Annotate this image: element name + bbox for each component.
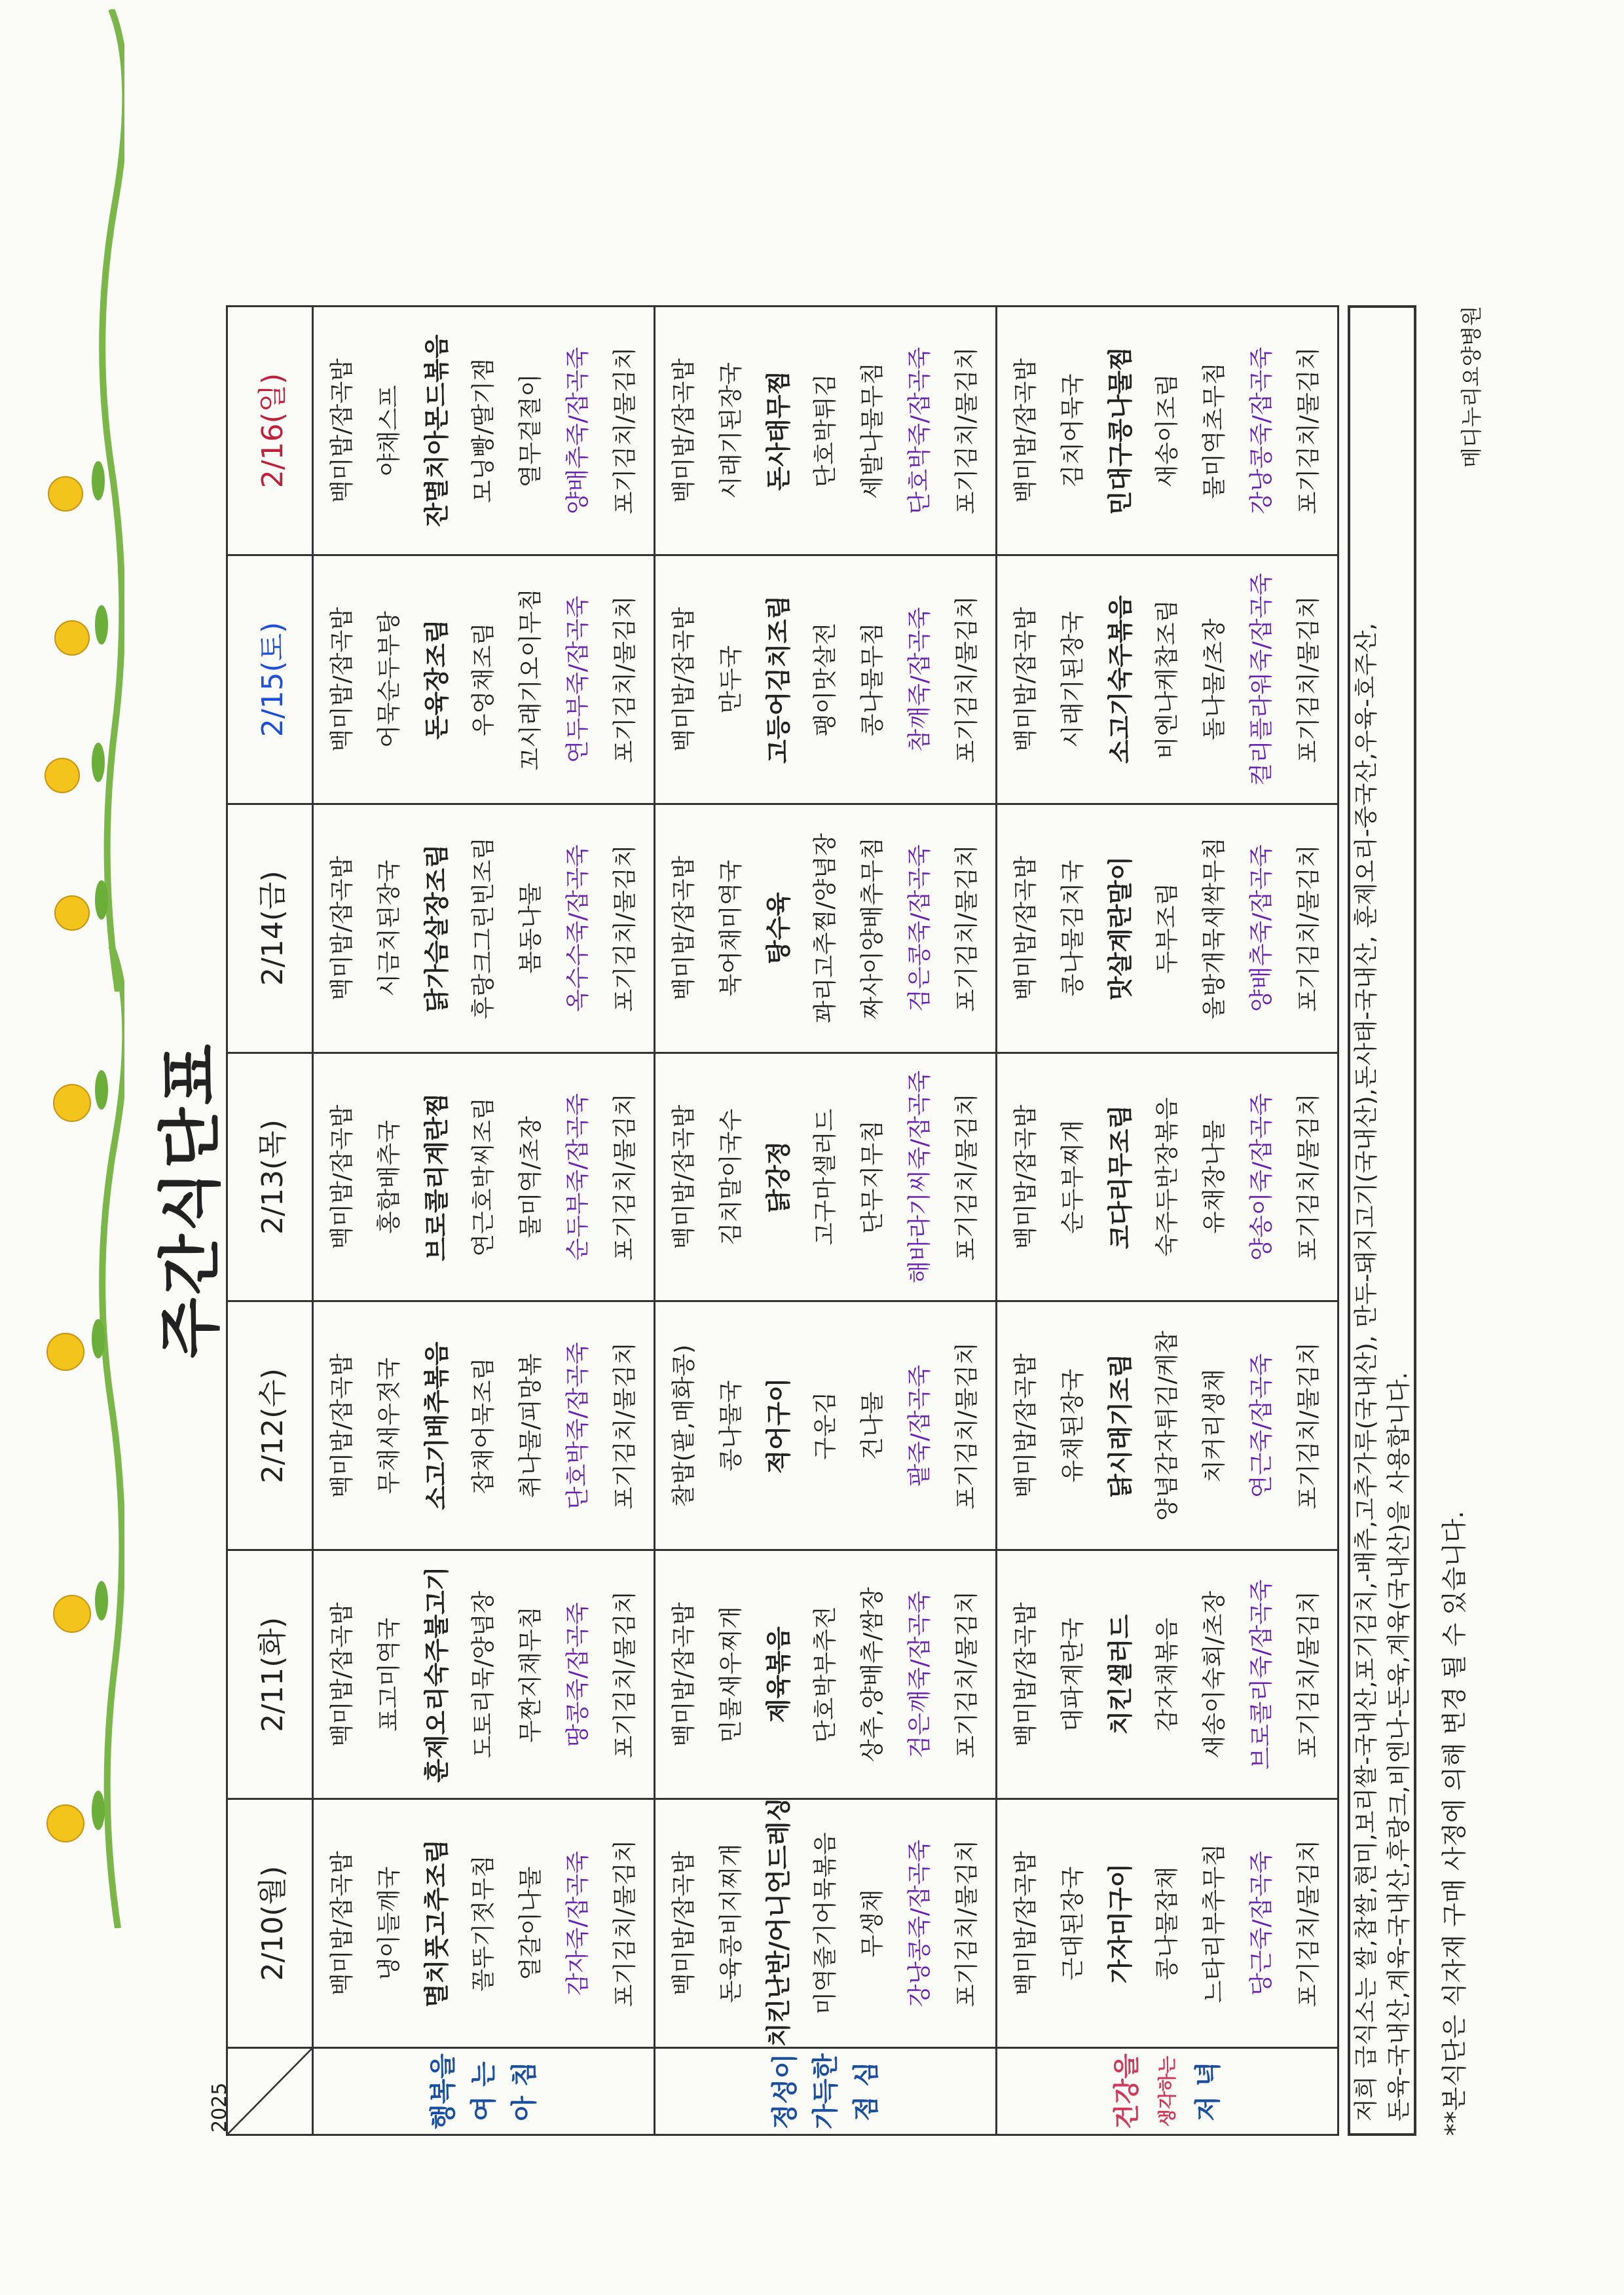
menu-cell bbox=[655, 307, 997, 555]
menu-cell bbox=[313, 1301, 655, 1550]
menu-item: 연두부죽/잡곡죽 bbox=[564, 595, 591, 764]
flower-decoration-right bbox=[26, 9, 124, 992]
menu-item: 적어구이 bbox=[764, 1377, 793, 1474]
menu-item: 느타리부추무침 bbox=[1200, 1843, 1228, 2004]
menu-item: 홍합배추국 bbox=[375, 1120, 403, 1234]
menu-item: 포기김치/물김치 bbox=[1295, 1342, 1322, 1510]
menu-item: 콩나물김치국 bbox=[1059, 859, 1086, 997]
meal-label-line: 저 녁 bbox=[1192, 2061, 1223, 2121]
menu-item: 구운김 bbox=[811, 1391, 839, 1461]
menu-item: 포기김치/물김치 bbox=[953, 844, 980, 1012]
menu-item: 포기김치/물김치 bbox=[953, 346, 980, 515]
menu-item: 포기김치/물김치 bbox=[1295, 1590, 1322, 1759]
meal-label-line: 아 침 bbox=[509, 2061, 540, 2121]
menu-item: 백미밥/잡곡밥 bbox=[328, 1353, 356, 1499]
menu-item: 울방개묵새싹무침 bbox=[1200, 837, 1228, 1020]
day-header: 2/12(수) bbox=[227, 1301, 313, 1550]
menu-item: 훈제오리숙주불고기 bbox=[422, 1566, 451, 1783]
menu-item: 닭가슴살장조림 bbox=[422, 844, 451, 1013]
menu-item: 포기김치/물김치 bbox=[611, 1839, 638, 2007]
menu-item: 해바라기씨죽/잡곡죽 bbox=[906, 1070, 933, 1284]
menu-item: 김치말이국수 bbox=[717, 1108, 745, 1246]
year-label: 2025 bbox=[208, 2082, 231, 2133]
menu-item: 백미밥/잡곡밥 bbox=[328, 1851, 356, 1996]
meal-label bbox=[997, 2048, 1338, 2135]
menu-item: 무짠지채무침 bbox=[517, 1606, 544, 1744]
menu-item: 백미밥/잡곡밥 bbox=[1012, 358, 1039, 503]
menu-item: 어묵순두부탕 bbox=[375, 611, 403, 748]
menu-item: 북어채미역국 bbox=[717, 859, 745, 997]
menu-item: 팽이맛살전 bbox=[811, 622, 839, 737]
menu-item: 감자채볶음 bbox=[1153, 1617, 1181, 1732]
day-header: 2/11(화) bbox=[227, 1550, 313, 1799]
menu-item: 백미밥/잡곡밥 bbox=[328, 1104, 356, 1250]
menu-item: 포기김치/물김치 bbox=[953, 1839, 980, 2007]
menu-item: 감자죽/잡곡죽 bbox=[564, 1851, 591, 1996]
menu-item: 미역줄기어묵볶음 bbox=[811, 1832, 839, 2015]
menu-item: 무생채 bbox=[858, 1889, 886, 1958]
menu-item: 김치어묵국 bbox=[1059, 373, 1086, 488]
menu-cell bbox=[313, 555, 655, 804]
menu-item: 잡채어묵조림 bbox=[470, 1357, 497, 1495]
menu-item: 도토리묵/양념장 bbox=[470, 1590, 497, 1759]
menu-item: 세발나물무침 bbox=[858, 362, 886, 499]
menu-item: 포기김치/물김치 bbox=[1295, 844, 1322, 1012]
menu-item: 돈육장조림 bbox=[422, 619, 451, 740]
flower-decoration-left bbox=[26, 946, 124, 1928]
menu-item: 백미밥/잡곡밥 bbox=[328, 358, 356, 503]
menu-item: 백미밥/잡곡밥 bbox=[670, 606, 697, 752]
menu-cell bbox=[313, 307, 655, 555]
menu-item: 표고미역국 bbox=[375, 1617, 403, 1732]
menu-item: 단호박튀김 bbox=[811, 373, 839, 488]
menu-item: 백미밥/잡곡밥 bbox=[1012, 1851, 1039, 1996]
meal-label-line: 여 는 bbox=[468, 2061, 499, 2121]
page-title: 주간식단표 bbox=[154, 1041, 227, 1358]
menu-item: 포기김치/물김치 bbox=[1295, 1839, 1322, 2007]
menu-cell bbox=[655, 1301, 997, 1550]
menu-item: 콩나물무침 bbox=[858, 622, 886, 737]
menu-item: 땅콩죽/잡곡죽 bbox=[564, 1602, 591, 1747]
menu-item: 유채된장국 bbox=[1059, 1368, 1086, 1483]
menu-item: 무채새우젓국 bbox=[375, 1357, 403, 1495]
menu-item: 우엉채조림 bbox=[470, 622, 497, 737]
menu-item: 강낭콩죽/잡곡죽 bbox=[906, 1839, 933, 2007]
menu-item: 콩나물잡채 bbox=[1153, 1866, 1181, 1981]
menu-item: 돈사태무찜 bbox=[764, 370, 793, 491]
menu-item: 취나물/피망볶 bbox=[517, 1353, 544, 1499]
menu-item: 열무겉절이 bbox=[517, 373, 544, 488]
menu-item: 고구마샐러드 bbox=[811, 1108, 839, 1246]
menu-item: 잔멸치아몬드볶음 bbox=[422, 334, 451, 527]
menu-cell bbox=[655, 1799, 997, 2048]
menu-item: 냉이들깨국 bbox=[375, 1866, 403, 1981]
menu-item: 양배추죽/잡곡죽 bbox=[564, 346, 591, 515]
day-header-row bbox=[227, 307, 313, 2135]
menu-cell bbox=[997, 804, 1338, 1053]
menu-item: 백미밥/잡곡밥 bbox=[1012, 1602, 1039, 1747]
menu-item: 물미역/초장 bbox=[517, 1116, 544, 1239]
menu-item: 순두부죽/잡곡죽 bbox=[564, 1093, 591, 1261]
menu-item: 단무지무침 bbox=[858, 1120, 886, 1234]
meal-label-line: 생각하는 bbox=[1156, 2055, 1178, 2127]
menu-item: 포기김치/물김치 bbox=[611, 1342, 638, 1510]
menu-item: 포기김치/물김치 bbox=[611, 1093, 638, 1261]
menu-cell bbox=[655, 1053, 997, 1301]
menu-item: 대파계란국 bbox=[1059, 1617, 1086, 1732]
menu-item: 탕수육 bbox=[764, 892, 793, 965]
menu-item: 단호박죽/잡곡죽 bbox=[906, 346, 933, 515]
menu-item: 제육볶음 bbox=[764, 1626, 793, 1723]
menu-item: 돈육콩비지찌개 bbox=[717, 1843, 745, 2004]
menu-item: 포기김치/물김치 bbox=[1295, 1093, 1322, 1261]
menu-item: 백미밥/잡곡밥 bbox=[328, 855, 356, 1001]
footnote: **본식단은 식자재 구매 사정에 의해 변경 될 수 있습니다. bbox=[1440, 1510, 1469, 2136]
menu-item: 닭시래기조림 bbox=[1105, 1353, 1135, 1499]
menu-item: 치커리생채 bbox=[1200, 1368, 1228, 1483]
menu-item: 포기김치/물김치 bbox=[953, 595, 980, 764]
menu-item: 백미밥/잡곡밥 bbox=[328, 1602, 356, 1747]
menu-cell bbox=[997, 1799, 1338, 2048]
meal-row bbox=[655, 307, 997, 2135]
menu-item: 포기김치/물김치 bbox=[953, 1342, 980, 1510]
menu-item: 연근죽/잡곡죽 bbox=[1247, 1353, 1275, 1499]
menu-item: 두부조림 bbox=[1153, 882, 1181, 974]
menu-item: 브로콜리죽/잡곡죽 bbox=[1247, 1579, 1275, 1770]
weekly-menu-table bbox=[226, 305, 1339, 2136]
notice-box bbox=[1348, 305, 1416, 2136]
menu-item: 얼갈이나물 bbox=[517, 1866, 544, 1981]
menu-cell bbox=[655, 555, 997, 804]
menu-item: 만두국 bbox=[717, 645, 745, 714]
day-header: 2/16(일) bbox=[227, 307, 313, 555]
menu-item: 민대구콩나물찜 bbox=[1105, 346, 1135, 515]
meal-row bbox=[997, 307, 1338, 2135]
menu-item: 옥수수죽/잡곡죽 bbox=[564, 844, 591, 1012]
menu-item: 상추,양배추/쌈장 bbox=[858, 1587, 886, 1763]
menu-item: 백미밥/잡곡밥 bbox=[1012, 1104, 1039, 1250]
menu-cell bbox=[997, 1301, 1338, 1550]
menu-item: 돌나물/초장 bbox=[1200, 618, 1228, 741]
menu-item: 새송이숙회/초장 bbox=[1200, 1590, 1228, 1759]
menu-item: 닭강정 bbox=[764, 1140, 793, 1214]
menu-item: 백미밥/잡곡밥 bbox=[670, 358, 697, 503]
menu-item: 꼬시래기오이무침 bbox=[517, 588, 544, 771]
notice-line: 돈육-국내산,계육-국내산,후랑크,비엔나-돈육,계육(국내산)을 사용합니다. bbox=[1386, 1371, 1412, 2121]
menu-item: 시래기된장국 bbox=[717, 362, 745, 499]
menu-cell bbox=[313, 1053, 655, 1301]
table-corner bbox=[227, 2048, 313, 2135]
menu-item: 검은깨죽/잡곡죽 bbox=[906, 1590, 933, 1759]
meal-label-line: 건강을 bbox=[1111, 2053, 1142, 2129]
menu-item: 치킨난반/어니언드레싱 bbox=[764, 1797, 793, 2047]
menu-item: 꼴뚜기젓무침 bbox=[470, 1855, 497, 1992]
meal-label bbox=[313, 2048, 655, 2135]
menu-item: 소고기숙주볶음 bbox=[1105, 595, 1135, 764]
menu-item: 양배추죽/잡곡죽 bbox=[1247, 844, 1275, 1012]
menu-item: 꽈리고추찜/양념장 bbox=[811, 833, 839, 1024]
menu-item: 백미밥/잡곡밥 bbox=[670, 855, 697, 1001]
menu-cell bbox=[313, 1799, 655, 2048]
menu-item: 포기김치/물김치 bbox=[611, 346, 638, 515]
menu-cell bbox=[997, 555, 1338, 804]
menu-item: 백미밥/잡곡밥 bbox=[1012, 1353, 1039, 1499]
menu-item: 코다리무조림 bbox=[1105, 1104, 1135, 1250]
menu-item: 포기김치/물김치 bbox=[611, 844, 638, 1012]
menu-cell bbox=[313, 804, 655, 1053]
menu-cell bbox=[313, 1550, 655, 1799]
menu-cell bbox=[997, 1053, 1338, 1301]
menu-item: 순두부찌개 bbox=[1059, 1120, 1086, 1234]
menu-item: 가자미구이 bbox=[1105, 1863, 1135, 1984]
meal-row bbox=[313, 307, 655, 2135]
menu-item: 새송이조림 bbox=[1153, 373, 1181, 488]
menu-cell bbox=[997, 1550, 1338, 1799]
menu-cell bbox=[655, 1550, 997, 1799]
menu-item: 모닝빵/딸기잼 bbox=[470, 358, 497, 503]
menu-item: 연근호박씨조림 bbox=[470, 1097, 497, 1257]
menu-item: 컬리플라워죽/잡곡죽 bbox=[1247, 572, 1275, 786]
menu-item: 강낭콩죽/잡곡죽 bbox=[1247, 346, 1275, 515]
diagonal-line bbox=[228, 2049, 312, 2134]
menu-item: 포기김치/물김치 bbox=[953, 1590, 980, 1759]
menu-item: 야채스프 bbox=[375, 384, 403, 477]
day-header: 2/10(월) bbox=[227, 1799, 313, 2048]
menu-item: 근대된장국 bbox=[1059, 1866, 1086, 1981]
menu-cell bbox=[997, 307, 1338, 555]
meal-label-line: 행복을 bbox=[428, 2053, 458, 2129]
menu-item: 백미밥/잡곡밥 bbox=[1012, 855, 1039, 1001]
menu-item: 멸치풋고추조림 bbox=[422, 1839, 451, 2008]
meal-label-line: 가득한 bbox=[810, 2053, 841, 2129]
menu-item: 포기김치/물김치 bbox=[611, 595, 638, 764]
notice-line: 저희 급식소는 쌀,찹쌀,현미,보리쌀-국내산,포기김치,-배추,고추가루(국내산), 만두-돼지고기(국내산),돈사태-국내산, 훈제오리-중국산,우육-호주산, bbox=[1353, 622, 1380, 2121]
menu-item: 참깨죽/잡곡죽 bbox=[906, 606, 933, 752]
menu-item: 후랑크그린빈조림 bbox=[470, 837, 497, 1020]
menu-item: 단호박죽/잡곡죽 bbox=[564, 1342, 591, 1510]
menu-item: 콩나물국 bbox=[717, 1380, 745, 1472]
menu-item: 소고기배추볶음 bbox=[422, 1341, 451, 1510]
menu-item: 시래기된장국 bbox=[1059, 611, 1086, 748]
menu-item: 봄동나물 bbox=[517, 882, 544, 974]
menu-item: 찰밥(팥,매화콩) bbox=[670, 1344, 697, 1507]
menu-item: 유채장나물 bbox=[1200, 1120, 1228, 1234]
menu-item: 양념감자튀김/케찹 bbox=[1153, 1330, 1181, 1521]
menu-cell bbox=[655, 804, 997, 1053]
menu-item: 팥죽/잡곡죽 bbox=[906, 1364, 933, 1487]
menu-item: 브로콜리계란찜 bbox=[422, 1092, 451, 1261]
menu-item: 당근죽/잡곡죽 bbox=[1247, 1851, 1275, 1996]
menu-item: 건나물 bbox=[858, 1391, 886, 1461]
menu-item: 백미밥/잡곡밥 bbox=[670, 1602, 697, 1747]
menu-item: 시금치된장국 bbox=[375, 859, 403, 997]
hospital-name: 메디누리요양병원 bbox=[1459, 305, 1484, 468]
meal-label-line: 점 심 bbox=[851, 2061, 881, 2121]
menu-item: 맛살계란말이 bbox=[1105, 856, 1135, 1001]
menu-item: 포기김치/물김치 bbox=[1295, 595, 1322, 764]
menu-item: 포기김치/물김치 bbox=[611, 1590, 638, 1759]
menu-item: 백미밥/잡곡밥 bbox=[670, 1851, 697, 1996]
menu-item: 백미밥/잡곡밥 bbox=[328, 606, 356, 752]
menu-item: 양송이죽/잡곡죽 bbox=[1247, 1093, 1275, 1261]
meal-label-line: 정성이 bbox=[769, 2053, 800, 2129]
menu-item: 검은콩죽/잡곡죽 bbox=[906, 844, 933, 1012]
menu-item: 짜사이양배추무침 bbox=[858, 837, 886, 1020]
menu-item: 치킨샐러드 bbox=[1105, 1614, 1135, 1735]
menu-item: 물미역초무침 bbox=[1200, 362, 1228, 499]
menu-item: 포기김치/물김치 bbox=[953, 1093, 980, 1261]
meal-label bbox=[655, 2048, 997, 2135]
day-header: 2/15(토) bbox=[227, 555, 313, 804]
day-header: 2/13(목) bbox=[227, 1053, 313, 1301]
menu-item: 단호박부추전 bbox=[811, 1606, 839, 1744]
menu-item: 백미밥/잡곡밥 bbox=[670, 1104, 697, 1250]
menu-item: 백미밥/잡곡밥 bbox=[1012, 606, 1039, 752]
day-header: 2/14(금) bbox=[227, 804, 313, 1053]
menu-item: 숙주두반장볶음 bbox=[1153, 1097, 1181, 1257]
menu-item: 포기김치/물김치 bbox=[1295, 346, 1322, 515]
menu-item: 고등어김치조림 bbox=[764, 595, 793, 764]
menu-item: 비엔나케찹조림 bbox=[1153, 599, 1181, 760]
menu-item: 민물새우찌개 bbox=[717, 1606, 745, 1744]
